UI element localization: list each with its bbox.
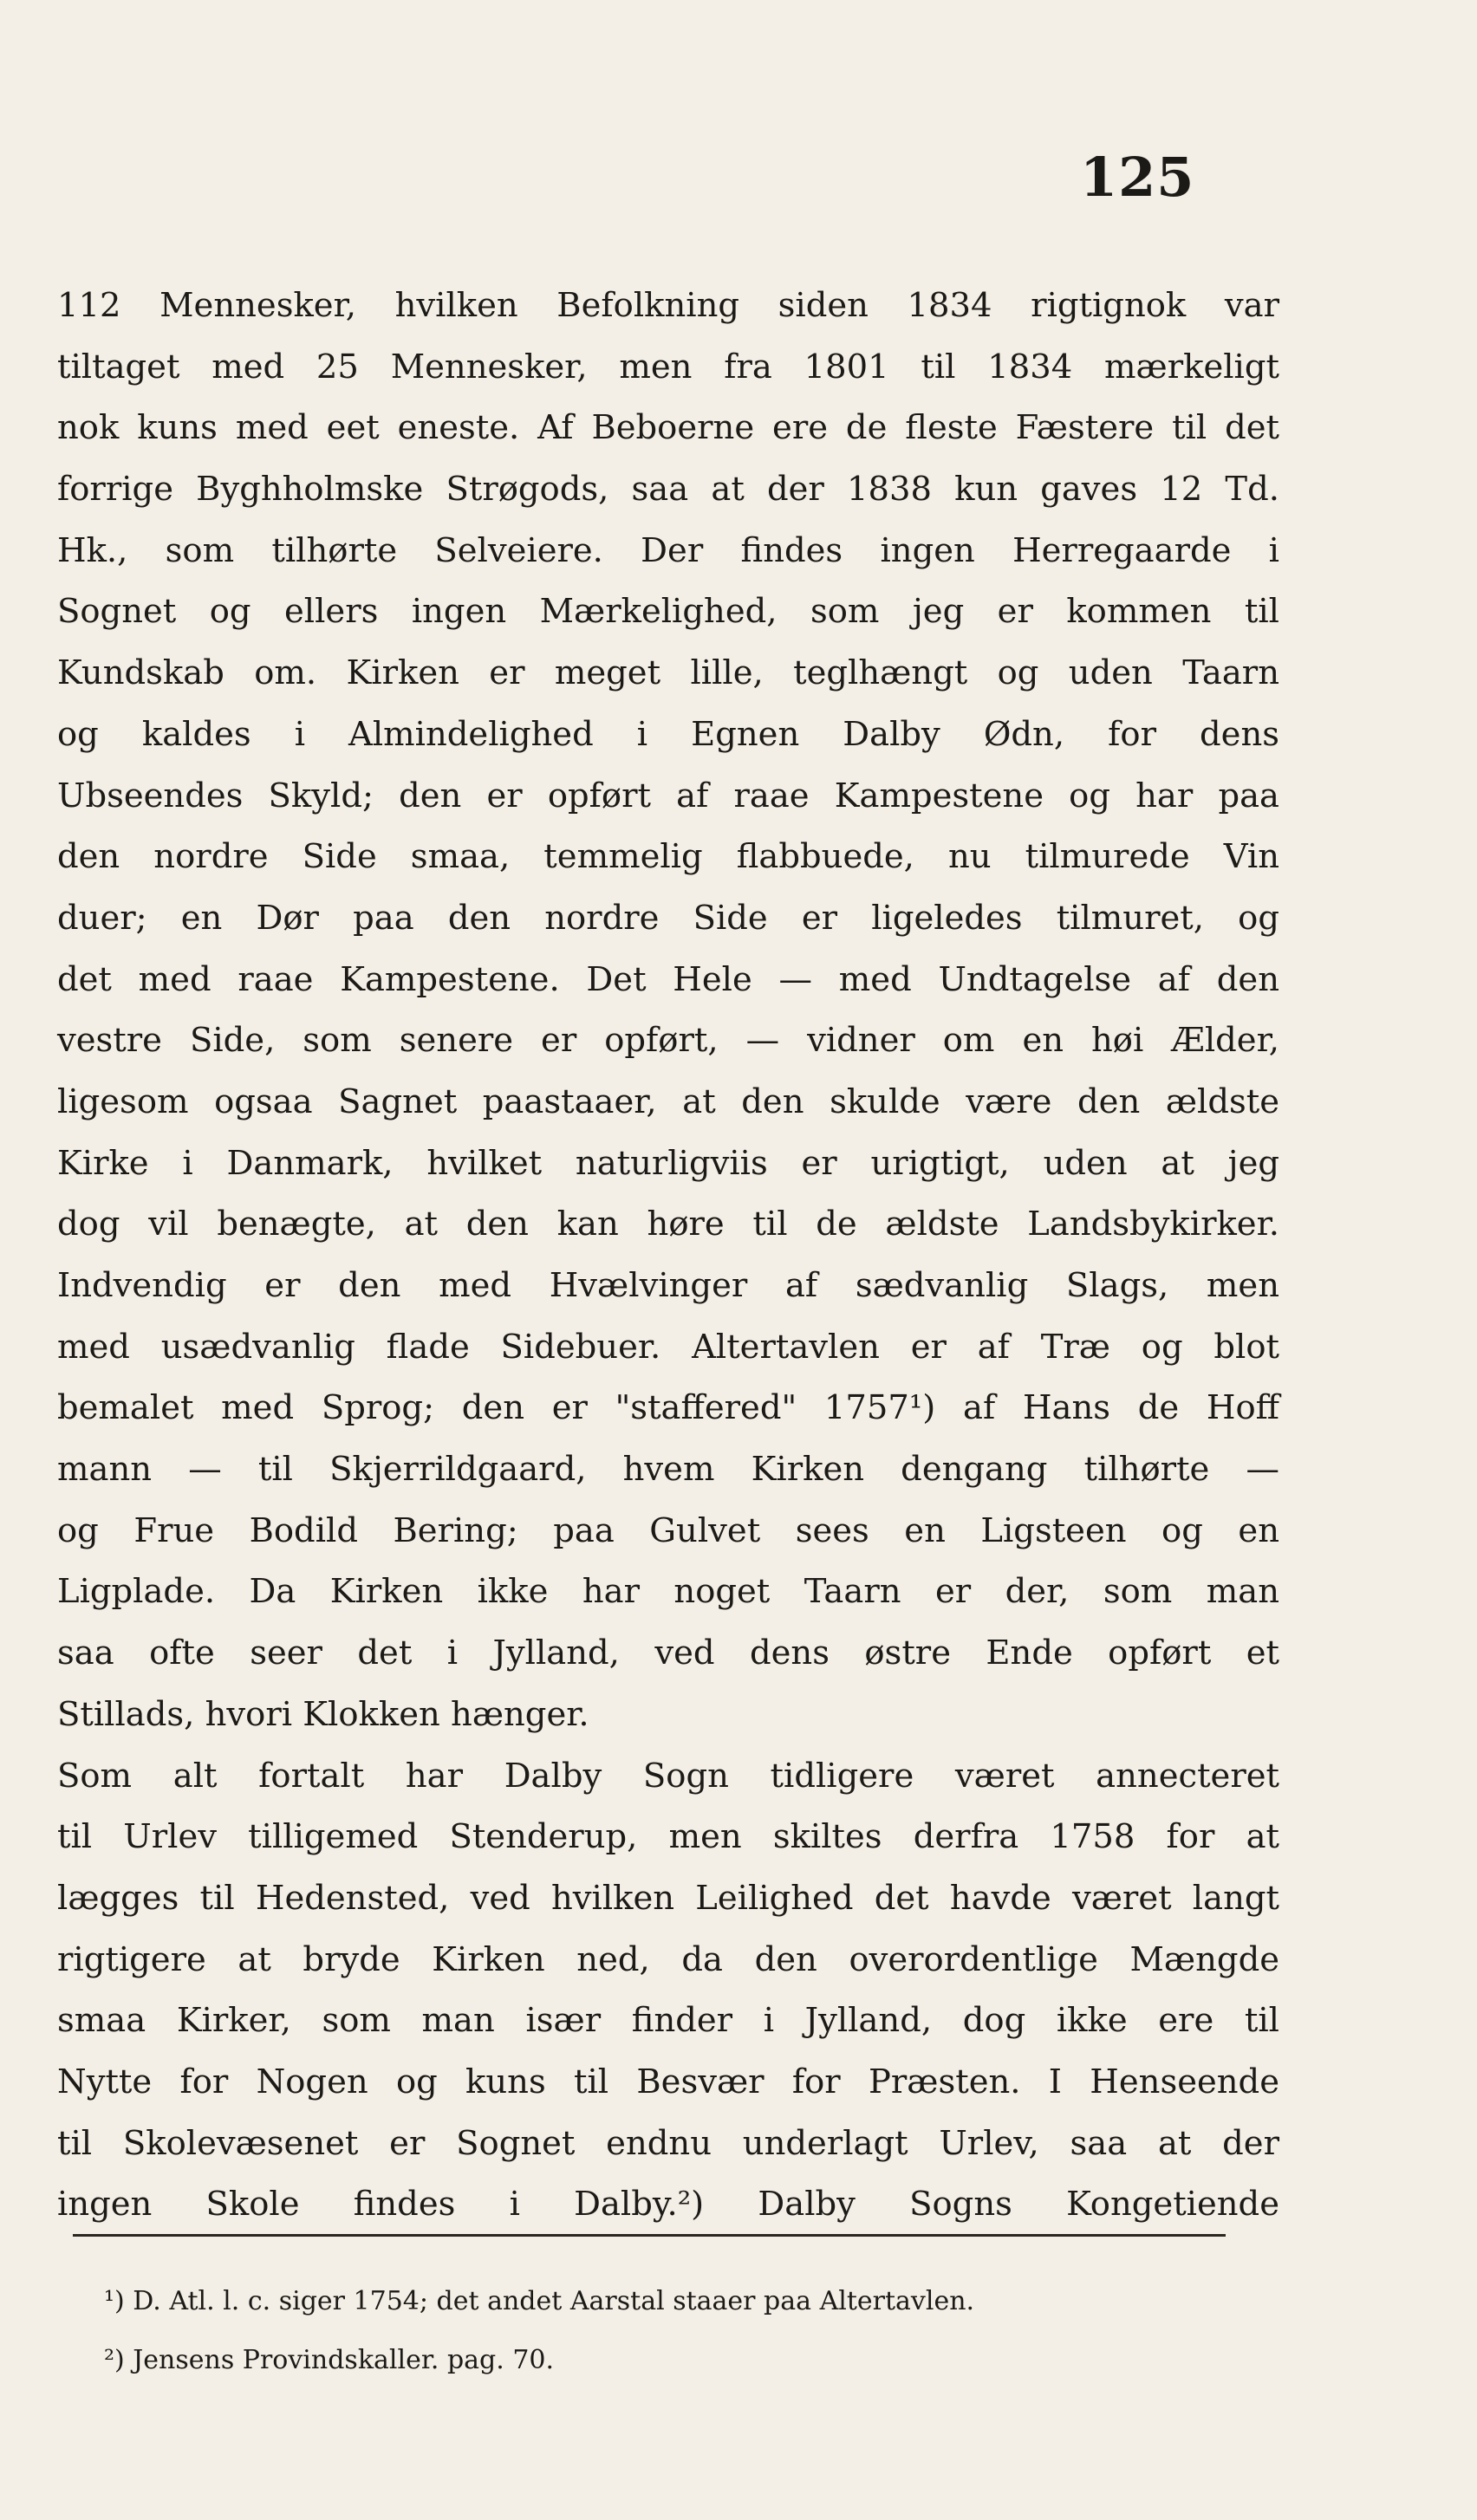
text-line: Kirke i Danmark, hvilket naturligviis er urigtigt, uden at jeg [57, 1143, 1279, 1183]
text-line: det med raae Kampestene. Det Hele — med Undtagelse af den [57, 959, 1279, 999]
text-line: Stillads, hvori Klokken hænger. [57, 1694, 589, 1734]
footnote-1: ¹) D. Atl. l. c. siger 1754; det andet Aarstal staaer paa Altertavlen. [104, 2286, 975, 2316]
text-line: Ligplade. Da Kirken ikke har noget Taarn er der, som man [57, 1572, 1279, 1612]
text-line: dog vil benægte, at den kan høre til de ældste Landsbykirker. [57, 1205, 1279, 1244]
text-line: forrige Byghholmske Strøgods, saa at der 1838 kun gaves 12 Td. [57, 470, 1279, 510]
text-line: nok kuns med eet eneste. Af Beboerne ere de fleste Fæstere til det [57, 408, 1279, 448]
text-line: med usædvanlig flade Sidebuer. Altertavlen er af Træ og blot [57, 1327, 1279, 1367]
footnotes [104, 2272, 1248, 2390]
text-line: Kundskab om. Kirken er meget lille, teglhængt og uden Taarn [57, 653, 1279, 693]
text-line: og kaldes i Almindelighed i Egnen Dalby Ødn, for dens [57, 714, 1279, 754]
text-line: til Skolevæsenet er Sognet endnu underlagt Urlev, saa at der [57, 2123, 1279, 2163]
text-line: Som alt fortalt har Dalby Sogn tidligere været annecteret [57, 1756, 1279, 1796]
text-line: vestre Side, som senere er opført, — vidner om en høi Ælder, [57, 1021, 1279, 1061]
text-line: og Frue Bodild Bering; paa Gulvet sees en Ligsteen og en [57, 1510, 1279, 1550]
text-line: rigtigere at bryde Kirken ned, da den overordentlige Mængde [57, 1939, 1279, 1979]
text-line: Ubseendes Skyld; den er opført af raae Kampestene og har paa [57, 776, 1279, 815]
text-line: mann — til Skjerrildgaard, hvem Kirken dengang tilhørte — [57, 1450, 1279, 1490]
text-line: lægges til Hedensted, ved hvilken Leilighed det havde været langt [57, 1878, 1279, 1918]
body-text [57, 276, 1279, 2236]
text-line: duer; en Dør paa den nordre Side er ligeledes tilmuret, og [57, 898, 1279, 938]
footnote-divider [73, 2234, 1226, 2237]
text-line: den nordre Side smaa, temmelig flabbuede, nu tilmurede Vin [57, 837, 1279, 877]
text-line: ligesom ogsaa Sagnet paastaaer, at den skulde være den ældste [57, 1081, 1279, 1121]
text-line: smaa Kirker, som man især finder i Jylland, dog ikke ere til [57, 2001, 1279, 2041]
text-line: bemalet med Sprog; den er "staffered" 1757¹) af Hans de Hoff [57, 1388, 1279, 1428]
text-line: 112 Mennesker, hvilken Befolkning siden 1834 rigtignok var [57, 286, 1279, 325]
text-line: saa ofte seer det i Jylland, ved dens østre Ende opført et [57, 1633, 1279, 1673]
footnote-2: ²) Jensens Provindskaller. pag. 70. [104, 2345, 555, 2375]
text-line: tiltaget med 25 Mennesker, men fra 1801 til 1834 mærkeligt [57, 347, 1279, 386]
text-line: ingen Skole findes i Dalby.²) Dalby Sogns Kongetiende [57, 2185, 1279, 2224]
text-line: Hk., som tilhørte Selveiere. Der findes ingen Herregaarde i [57, 530, 1279, 570]
text-line: Indvendig er den med Hvælvinger af sædvanlig Slags, men [57, 1266, 1279, 1305]
text-line: Nytte for Nogen og kuns til Besvær for Præsten. I Henseende [57, 2062, 1279, 2101]
text-line: Sognet og ellers ingen Mærkelighed, som jeg er kommen til [57, 592, 1279, 632]
text-line: til Urlev tilligemed Stenderup, men skiltes derfra 1758 for at [57, 1817, 1279, 1857]
page-number: 125 [1080, 146, 1195, 209]
